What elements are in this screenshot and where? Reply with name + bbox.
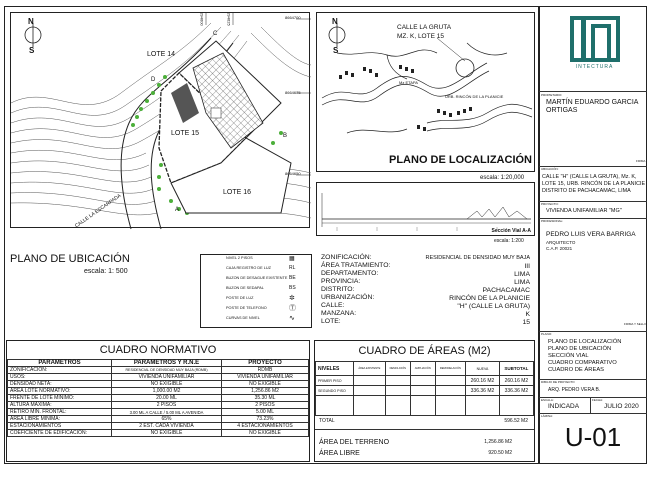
location-text: CALLE "H" (CALLE LA GRUTA), Mz. K, LOTE 15, URB. RINCÓN DE LA PLANICIE DISTRITO DE PACHACAMAC, LIMA — [542, 174, 646, 194]
road-section-panel — [316, 182, 535, 236]
scale-value: INDICADA — [548, 403, 580, 410]
project-name: VIVIENDA UNIFAMILIAR "MG" — [546, 208, 622, 214]
corner-label: C — [213, 31, 218, 37]
street-label: CALLE LA ESCARPADA — [73, 192, 123, 230]
lot-16-label: LOTE 16 — [223, 189, 252, 196]
plan-list-item: SECCIÓN VIAL — [548, 353, 589, 359]
scale-caption: ESCALA: — [541, 398, 554, 402]
ubicacion-scale: escala: 1: 500 — [84, 268, 128, 275]
zoning-row: CALLE: "H" (CALLE LA GRUTA) — [321, 302, 530, 310]
target-block-label: MZ. K, LOTE 15 — [397, 33, 444, 40]
location-south-label: S — [333, 46, 339, 55]
plan-list — [548, 339, 621, 374]
plan-list-item: PLANO DE UBICACIÓN — [548, 346, 612, 352]
legend-symbol: Ⓣ — [289, 305, 296, 312]
lot-14-label: LOTE 14 — [147, 51, 176, 58]
free-area-value: 920.50 M2 — [488, 450, 512, 456]
legend-row: NIVEL 2 PISOS — [226, 256, 253, 260]
zoning-row: PROVINCIA: LIMA — [321, 278, 530, 286]
zoning-row: MANZANA: K — [321, 310, 530, 318]
legend-symbol: BS — [289, 285, 296, 291]
site-plan-panel — [10, 12, 310, 228]
signature-caption: FIRMA — [636, 159, 646, 163]
corner-label: D — [151, 77, 156, 83]
location-plan-scale: escala: 1:20,000 — [480, 175, 525, 181]
normativo-row: COEFICIENTE DE EDIFICACIÓN: NO EXIGIBLE NO EXIGIBLE — [8, 430, 309, 437]
ubicacion-title: PLANO DE UBICACIÓN — [10, 253, 130, 265]
legend-row: CAJA REGISTRO DE LUZ — [226, 266, 271, 270]
location-plan-panel — [316, 12, 535, 172]
legend-symbol: RL — [289, 265, 296, 271]
brand-name: INTECTURA — [575, 64, 614, 70]
location-north-label: N — [332, 17, 338, 26]
zoning-row: DISTRITO: PACHACAMAC — [321, 286, 530, 294]
plan-caption: PLANO: — [541, 332, 553, 336]
map-label: URB. RINCÓN DE LA PLANICIE — [445, 94, 504, 99]
total-label: TOTAL — [319, 418, 335, 424]
normativo-row: ÁREA LOTE NORMATIVO: 1,000.00 M2 1,256.86 M2 — [8, 388, 309, 395]
corner-label: B — [283, 133, 288, 139]
plan-list-item: CUADRO DE ÁREAS — [548, 367, 605, 373]
zoning-table — [318, 254, 530, 326]
sheet-caption: LÁMINA: — [541, 414, 554, 418]
normativo-row: ZONIFICACIÓN: RESIDENCIAL DE DENSIDAD MUY BAJA (RDMB) RDMB — [8, 367, 309, 374]
date-value: JULIO 2020 — [604, 403, 639, 410]
normativo-row: FRENTE DE LOTE MINIMO: 20.00 ML 35.30 ML — [8, 395, 309, 402]
owner-name: MARTÍN EDUARDO GARCIA ORTIGAS — [546, 99, 639, 114]
areas-row: PRIMER PISO 260.16 M2 260.16 M2 — [316, 376, 534, 386]
terrain-label: ÁREA DEL TERRENO — [319, 439, 390, 446]
site-south-label: S — [29, 46, 35, 55]
tb-divider — [539, 91, 647, 92]
tb-divider — [539, 331, 647, 332]
free-area-label: ÁREA LIBRE — [319, 450, 360, 457]
normativo-panel — [6, 340, 310, 462]
zoning-row: ZONIFICACIÓN: RESIDENCIAL DE DENSIDAD MUY BAJA — [321, 254, 530, 261]
total-value: 596.52 M2 — [504, 418, 528, 424]
areas-divider — [315, 429, 534, 430]
site-plan-drawing — [11, 13, 311, 229]
legend-panel — [200, 254, 312, 328]
lot-15-label: LOTE 15 — [171, 130, 200, 137]
legend-row: BUZON DE DESAGUE EXISTENTE — [226, 276, 288, 280]
terrain-value: 1,256.86 M2 — [484, 439, 512, 445]
location-caption: UBICACIÓN: — [541, 167, 559, 171]
professional-cap: C.A.P. 20021 — [546, 246, 573, 251]
zoning-row: ÁREA TRATAMIENTO: III — [321, 262, 530, 270]
legend-symbol: BE — [289, 275, 296, 281]
areas-panel — [314, 340, 535, 462]
plan-list-item: PLANO DE LOCALIZACIÓN — [548, 339, 622, 345]
road-section-title: Sección Vial A-A — [491, 228, 531, 234]
normativo-row: RETIRO MIN. FRONTAL: 3.00 ML A CALLE / 5.00 ML A AVENIDA 5.00 ML — [8, 409, 309, 416]
map-label: Mz ETAPA — [399, 80, 418, 85]
tb-vdivider — [590, 397, 591, 413]
legend-row: POSTE DE TELEFONO — [226, 306, 267, 310]
site-north-label: N — [28, 17, 34, 26]
areas-table — [315, 361, 534, 416]
professional-role: ARQUITECTO — [546, 240, 576, 245]
zoning-row: LOTE: 15 — [321, 318, 530, 326]
legend-row: POSTE DE LUZ — [226, 296, 254, 300]
areas-header-row: NIVELES ÁREA EXISTENTE DEMOLICIÓN AMPLIACIÓN REMODELACIÓN NUEVA SUBTOTAL — [316, 362, 534, 376]
drawing-name: ARQ. PEDRO VERA B. — [548, 387, 601, 393]
coord-label: 8664650 — [285, 171, 301, 176]
professional-caption: PROFESIONAL: — [541, 219, 564, 223]
legend-row: CURVAS DE NIVEL — [226, 316, 260, 320]
coord-label: 294625 — [226, 12, 232, 26]
legend-symbol: ▦ — [289, 256, 295, 262]
legend-symbol: ∿ — [289, 315, 295, 322]
target-street-label: CALLE LA GRUTA — [397, 24, 452, 31]
brand-logo — [567, 16, 622, 72]
tb-divider — [539, 413, 647, 414]
owner-caption: PROPIETARIO: — [541, 93, 563, 97]
zoning-row: URBANIZACIÓN: RINCÓN DE LA PLANICIE — [321, 294, 530, 302]
legend-row: BUZON DE SEDAPAL — [226, 286, 264, 290]
areas-spacer-row — [316, 396, 534, 416]
areas-row: SEGUNDO PISO 336.36 M2 336.36 M2 — [316, 386, 534, 396]
normativo-table — [7, 359, 309, 437]
professional-name: PEDRO LUIS VERA BARRIGA — [546, 231, 636, 238]
coord-label: 8664675 — [285, 90, 301, 95]
corner-label: A — [175, 207, 180, 213]
stamp-caption: FIRMA Y SELLO — [624, 322, 647, 326]
zoning-row: DEPARTAMENTO: LIMA — [321, 270, 530, 278]
normativo-row: ÁREA LIBRE MINIMA: 65% 73.23% — [8, 416, 309, 423]
plan-list-item: CUADRO COMPARATIVO — [548, 360, 617, 366]
normativo-row: ESTACIONAMIENTOS 2 EST. CADA VIVIENDA 4 ESTACIONAMIENTOS — [8, 423, 309, 430]
drawing-caption: DIBUJO DE PROYECTO — [541, 380, 575, 384]
normativo-title: CUADRO NORMATIVO — [99, 344, 217, 356]
coord-label: 294600 — [199, 12, 205, 26]
date-caption: FECHA: — [592, 398, 604, 402]
coord-label: 8664700 — [285, 15, 301, 20]
normativo-header-row: PARAMETROS PARAMETROS Y R.N.E PROYECTO — [8, 360, 309, 367]
normativo-row: ALTURA MÁXIMA: 2 PISOS 2 PISOS — [8, 402, 309, 409]
zoning-panel — [316, 254, 535, 332]
project-caption: PROYECTO: — [541, 202, 559, 206]
normativo-row: DENSIDAD NETA: NO EXIGIBLE NO EXIGIBLE — [8, 381, 309, 388]
normativo-row: USOS: VIVIENDA UNIFAMILIAR VIVIENDA UNIFAMILIAR — [8, 374, 309, 381]
location-plan-title: PLANO DE LOCALIZACIÓN — [389, 154, 532, 166]
legend-symbol: ✲ — [289, 295, 295, 302]
road-section-scale: escala: 1:200 — [494, 238, 524, 244]
areas-title: CUADRO DE ÁREAS (M2) — [358, 345, 491, 357]
sheet-number: U-01 — [564, 422, 622, 452]
